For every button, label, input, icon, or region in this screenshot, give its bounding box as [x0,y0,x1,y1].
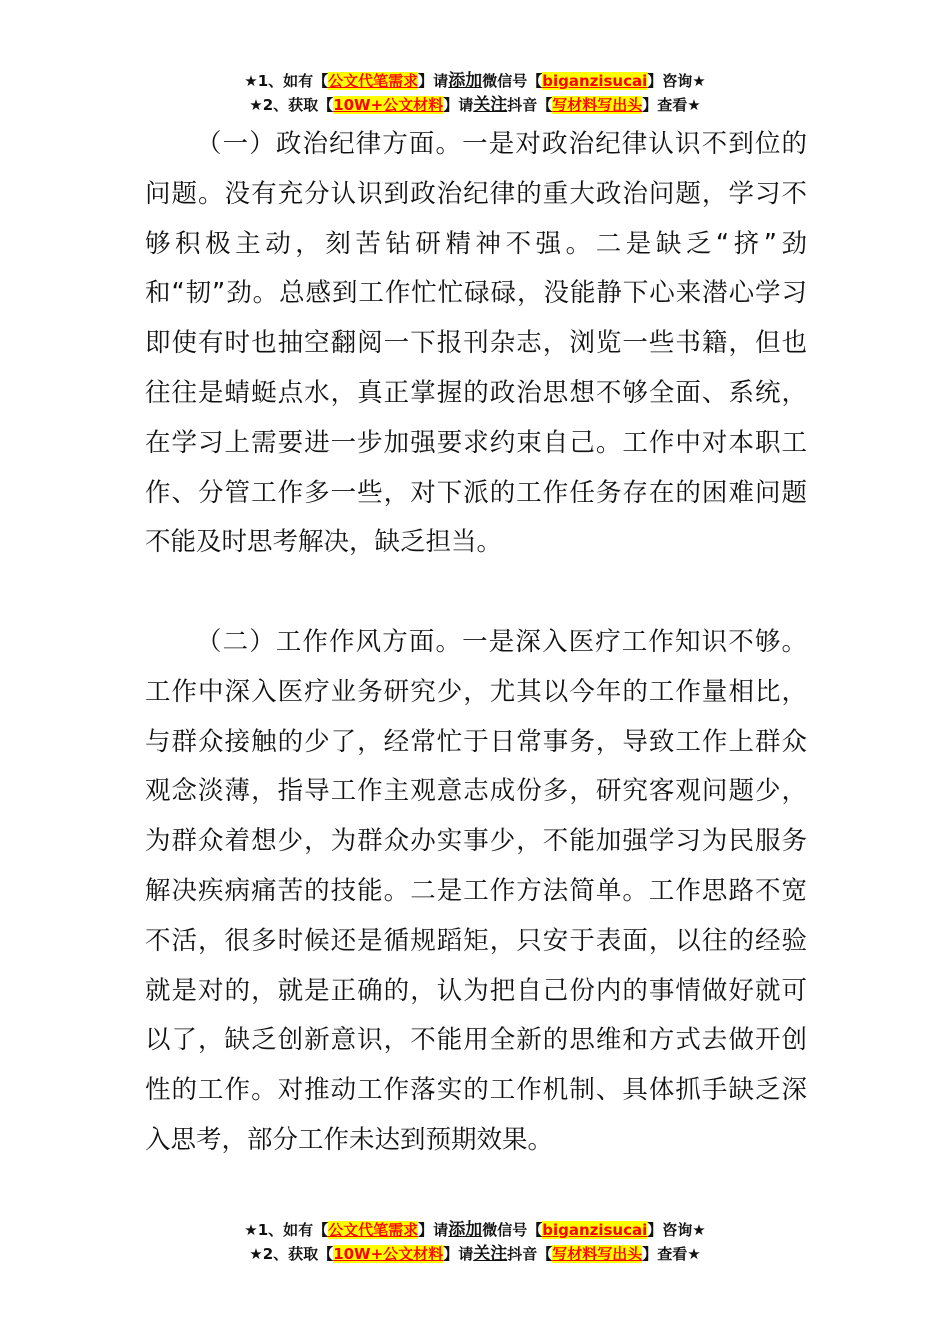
underlined-text: 关注 [473,1244,508,1264]
highlight-text: biganzisucai [542,72,648,90]
banner-text: 抖音【 [507,1245,553,1263]
banner-text: ★2、获取【 [249,1245,334,1263]
highlight-text: 10W+公文材料 [333,96,444,114]
highlight-text: 写材料写出头 [552,1245,643,1263]
banner-text: 】查看★ [642,1245,701,1263]
paragraph: （一）政治纪律方面。一是对政治纪律认识不到位的问题。没有充分认识到政治纪律的重大政治问题，学习不够积极主动，刻苦钻研精神不强。二是缺乏“挤”劲和“韧”劲。总感到工作忙忙碌碌，没能静下心来潜心学习即使有时也抽空翻阅一下报刊杂志，浏览一些书籍，但也往往是蜻蜓点水，真正掌握的政治思想不够全面、系统，在学习上需要进一步加强要求约束自己。工作中对本职工作、分管工作多一些，对下派的工作任务存在的困难问题不能及时思考解决，缺乏担当。 [145,129,807,558]
highlight-text: 10W+公文材料 [333,1245,444,1263]
highlight-text: 写材料写出头 [552,96,643,114]
document-body [145,120,807,1166]
highlight-text: 公文代笔需求 [328,72,419,90]
banner-line-1 [0,69,950,93]
banner-text: 】查看★ [642,96,701,114]
highlight-text: 公文代笔需求 [328,1221,419,1239]
banner-text: ★1、如有【 [244,1221,329,1239]
banner-text: 抖音【 [507,96,553,114]
header-banner [0,69,950,117]
banner-text: 微信号【 [482,72,543,90]
banner-text: ★1、如有【 [244,72,329,90]
banner-text: ★2、获取【 [249,96,334,114]
banner-text: 】请 [418,72,449,90]
underlined-text: 添加 [448,1220,483,1240]
paragraph: （二）工作作风方面。一是深入医疗工作知识不够。工作中深入医疗业务研究少，尤其以今年的工作量相比，与群众接触的少了，经常忙于日常事务，导致工作上群众观念淡薄，指导工作主观意志成份多，研究客观问题少，为群众着想少，为群众办实事少，不能加强学习为民服务解决疾病痛苦的技能。二是工作方法简单。工作思路不宽不活，很多时候还是循规蹈矩，只安于表面，以往的经验就是对的，就是正确的，认为把自己份内的事情做好就可以了，缺乏创新意识，不能用全新的思维和方式去做开创性的工作。对推动工作落实的工作机制、具体抓手缺乏深入思考，部分工作未达到预期效果。 [145,626,807,1155]
banner-text: 微信号【 [482,1221,543,1239]
banner-text: 】请 [443,1245,474,1263]
banner-line-2 [0,93,950,117]
highlight-text: biganzisucai [542,1221,648,1239]
underlined-text: 添加 [448,71,483,91]
banner-text: 】咨询★ [647,1221,706,1239]
footer-banner [0,1218,950,1266]
banner-line-2 [0,1242,950,1266]
banner-text: 】请 [443,96,474,114]
banner-text: 】咨询★ [647,72,706,90]
banner-text: 】请 [418,1221,449,1239]
underlined-text: 关注 [473,95,508,115]
banner-line-1 [0,1218,950,1242]
